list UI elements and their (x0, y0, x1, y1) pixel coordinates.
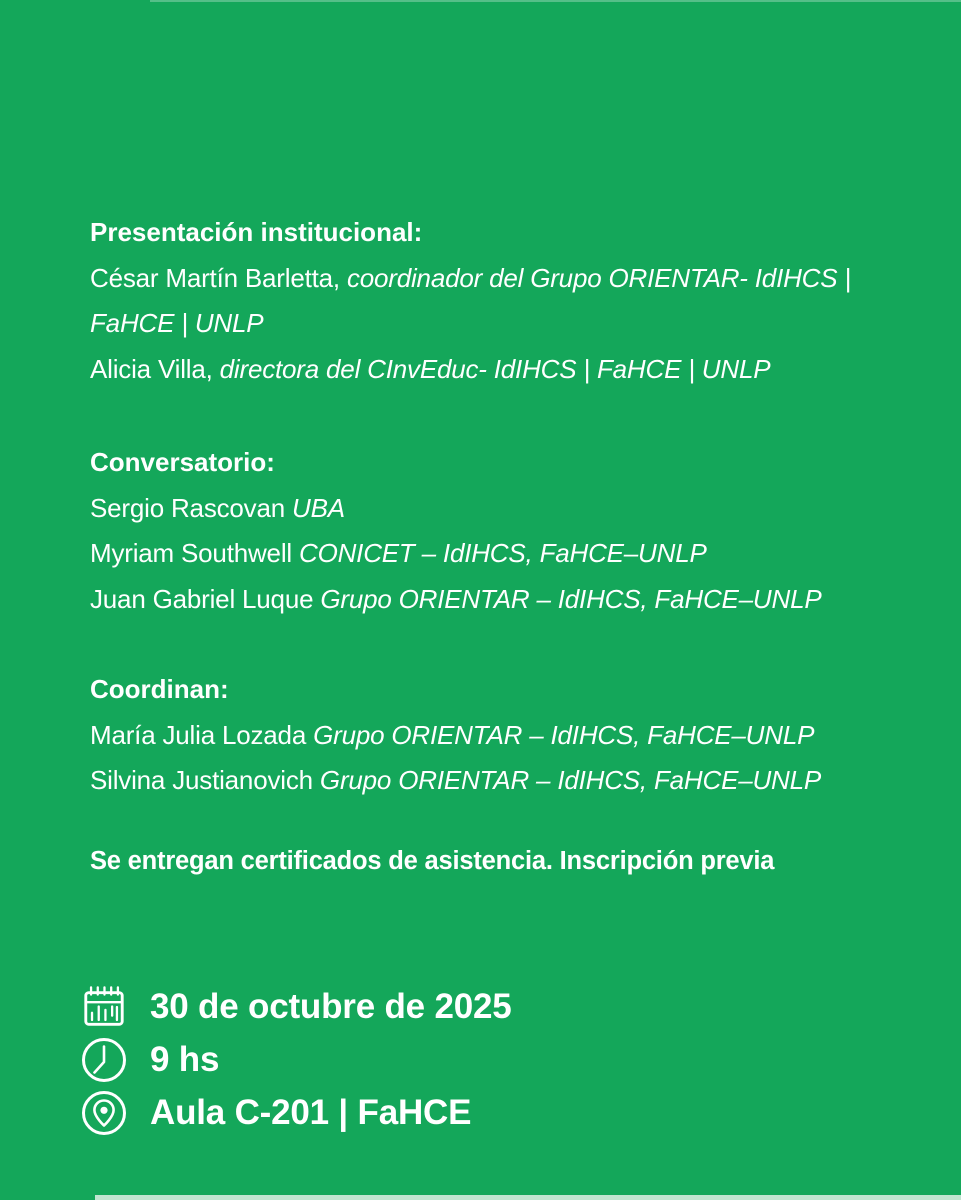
person-role: coordinador del Grupo ORIENTAR- IdIHCS | FaHCE | UNLP (90, 262, 851, 338)
person-line (90, 577, 898, 623)
section-heading: Coordinan: (90, 674, 229, 704)
person-line (90, 347, 898, 393)
person-name: Juan Gabriel Luque (90, 583, 314, 614)
person-name: Alicia Villa, (90, 353, 213, 384)
location-pin-icon (78, 1087, 130, 1139)
calendar-icon (78, 981, 130, 1033)
person-name: María Julia Lozada (90, 719, 307, 750)
person-name: Silvina Justianovich (90, 765, 313, 795)
bottom-edge-artifact (95, 1195, 961, 1200)
person-line (90, 758, 898, 804)
certificates-note: Se entregan certificados de asistencia. Inscripción previa (90, 847, 775, 875)
event-location-row (78, 1087, 512, 1139)
event-time: 9 hs (150, 1040, 220, 1079)
person-role: Grupo ORIENTAR – IdIHCS, FaHCE–UNLP (312, 765, 822, 795)
person-line (90, 713, 898, 759)
person-role: CONICET – IdIHCS, FaHCE–UNLP (291, 538, 707, 568)
event-date-row (78, 981, 512, 1033)
person-line (90, 256, 898, 347)
event-details (78, 981, 512, 1140)
person-line (90, 486, 898, 532)
section-conversatorio (90, 440, 898, 622)
person-role: Grupo ORIENTAR – IdIHCS, FaHCE–UNLP (306, 719, 815, 750)
section-presentacion (90, 210, 898, 392)
person-role: UBA (285, 492, 345, 523)
person-role: directora del CInvEduc- IdIHCS | FaHCE | UNLP (212, 353, 771, 384)
person-name: César Martín Barletta, (90, 262, 340, 293)
event-date: 30 de octubre de 2025 (150, 987, 512, 1026)
clock-icon (78, 1034, 130, 1086)
top-edge-artifact (150, 0, 961, 2)
event-location: Aula C-201 | FaHCE (150, 1093, 472, 1132)
event-time-row (78, 1034, 512, 1086)
person-role: Grupo ORIENTAR – IdIHCS, FaHCE–UNLP (313, 583, 822, 614)
section-coordinan (90, 667, 898, 804)
person-line (90, 531, 898, 577)
person-name: Myriam Southwell (90, 538, 292, 568)
section-heading: Presentación institucional: (90, 217, 423, 247)
person-name: Sergio Rascovan (90, 492, 285, 523)
section-heading: Conversatorio: (90, 447, 275, 477)
